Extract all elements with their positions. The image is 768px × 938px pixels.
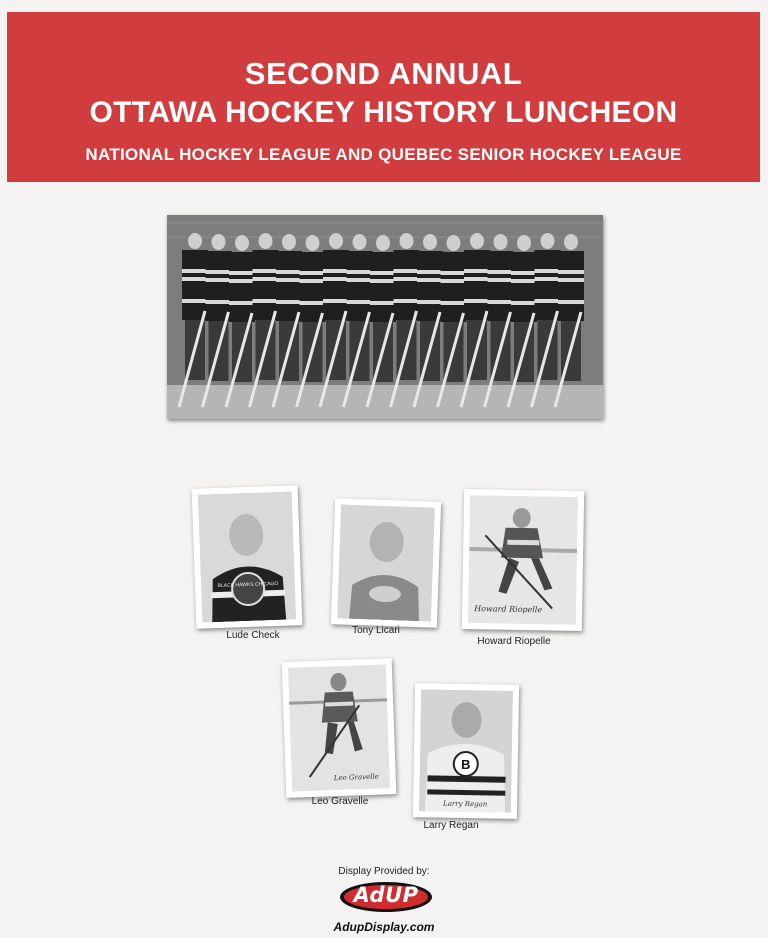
player-caption: Howard Riopelle [477,636,551,647]
team-jersey-stripe [558,270,584,274]
player-photo [337,504,435,621]
team-jersey-stripe [394,269,420,273]
team-player-jersey [464,250,490,320]
team-jersey-stripe [535,299,561,303]
player-card-larry-regan [413,683,519,819]
team-player-head [353,234,367,250]
team-jersey-stripe [347,270,373,274]
team-player-head [447,235,461,251]
player-caption: Leo Gravelle [311,796,369,807]
player-portrait [419,689,513,813]
player-photo [198,491,296,622]
team-player-head [423,234,437,250]
adup-logo [338,880,434,914]
team-jersey-stripe [182,299,208,303]
team-player-head [494,234,508,250]
team-jersey-stripe [276,300,302,304]
team-player-jersey [323,250,349,320]
team-jersey-stripe [182,269,208,273]
team-jersey-stripe [394,299,420,303]
team-player-jersey [276,251,302,321]
team-jersey-stripe [558,300,584,304]
team-jersey-stripe [323,269,349,273]
team-photo [167,215,603,419]
team-player-head [329,233,343,249]
jersey-text: BLACK HAWKS CHICAGO [217,580,279,590]
team-jersey-stripe [206,278,232,282]
team-player-jersey [300,252,326,322]
team-jersey-stripe [347,278,373,282]
banner-title-line-1: SECOND ANNUAL [244,56,523,91]
team-player-head [282,234,296,250]
autograph: Larry Regan [443,799,488,809]
team-jersey-stripe [535,269,561,273]
team-player-head [259,233,273,249]
team-player-jersey [253,250,279,320]
adup-logo-text: AdUP [353,883,419,907]
team-player-head [541,233,555,249]
player-portrait [337,504,435,621]
banner-title-line-2: OTTAWA HOCKEY HISTORY LUNCHEON [89,96,678,129]
team-jersey-stripe [441,301,467,305]
team-player-head [517,235,531,251]
team-player-head [400,233,414,249]
team-jersey-stripe [206,270,232,274]
team-player-jersey [182,250,208,320]
team-jersey-stripe [511,271,537,275]
team-jersey-stripe [511,279,537,283]
team-jersey-stripe [300,301,326,305]
team-jersey-stripe [253,299,279,303]
team-jersey-stripe [464,277,490,281]
team-player-head [564,234,578,250]
player-action-shot [288,664,390,791]
player-caption: Lude Check [226,630,280,641]
team-jersey-stripe [347,300,373,304]
team-jersey-stripe [464,269,490,273]
sponsor-website: AdupDisplay.com [333,920,435,934]
team-player-head [306,235,320,251]
player-card-leo-gravelle [282,658,397,798]
team-jersey-stripe [323,299,349,303]
player-photo [419,689,513,813]
player-portrait [198,491,296,622]
bruins-jersey-logo: B [460,756,471,773]
team-jersey-stripe [276,278,302,282]
team-jersey-stripe [488,300,514,304]
player-card-lude-check [192,485,303,629]
team-jersey-stripe [229,301,255,305]
team-player-head [235,235,249,251]
team-player-head [470,233,484,249]
team-player-jersey [535,250,561,320]
team-player-head [212,234,226,250]
team-jersey-stripe [464,299,490,303]
team-jersey-stripe [441,279,467,283]
team-jersey-stripe [370,279,396,283]
team-player-jersey [206,251,232,321]
team-jersey-stripe [300,279,326,283]
team-jersey-stripe [417,300,443,304]
autograph: Howard Riopelle [474,604,543,615]
autograph: Leo Gravelle [333,772,379,783]
team-jersey-stripe [370,301,396,305]
team-jersey-stripe [488,270,514,274]
team-player-jersey [488,251,514,321]
team-jersey-stripe [253,269,279,273]
team-jersey-stripe [394,277,420,281]
team-player-head [376,235,390,251]
team-jersey-stripe [558,278,584,282]
team-jersey-stripe [535,277,561,281]
player-card-tony-licari [331,498,441,628]
team-jersey-stripe [253,277,279,281]
team-jersey-stripe [229,271,255,275]
header-banner [7,12,760,182]
player-action-shot [468,495,578,625]
player-photo [288,664,390,791]
team-player-jersey [370,252,396,322]
team-jersey-stripe [417,270,443,274]
player-caption: Tony Licari [352,625,400,636]
player-photo [468,495,578,625]
team-player-jersey [511,252,537,322]
team-player-jersey [558,251,584,321]
player-caption: Larry Regan [423,820,479,831]
team-jersey-stripe [370,271,396,275]
banner-subtitle: NATIONAL HOCKEY LEAGUE AND QUEBEC SENIOR HOCKEY LEAGUE [85,145,682,164]
team-jersey-stripe [182,277,208,281]
team-jersey-stripe [323,277,349,281]
player-card-howard-riopelle [462,489,584,631]
team-jersey-stripe [441,271,467,275]
team-jersey-stripe [511,301,537,305]
team-player-jersey [347,251,373,321]
team-player-jersey [229,252,255,322]
team-player-jersey [441,252,467,322]
team-jersey-stripe [276,270,302,274]
team-jersey-stripe [417,278,443,282]
team-player-head [188,233,202,249]
team-player-jersey [394,250,420,320]
team-photo-image [167,215,603,419]
sponsor-label: Display Provided by: [338,866,430,877]
team-jersey-stripe [300,271,326,275]
team-jersey-stripe [229,279,255,283]
team-jersey-stripe [206,300,232,304]
team-player-jersey [417,251,443,321]
team-jersey-stripe [488,278,514,282]
